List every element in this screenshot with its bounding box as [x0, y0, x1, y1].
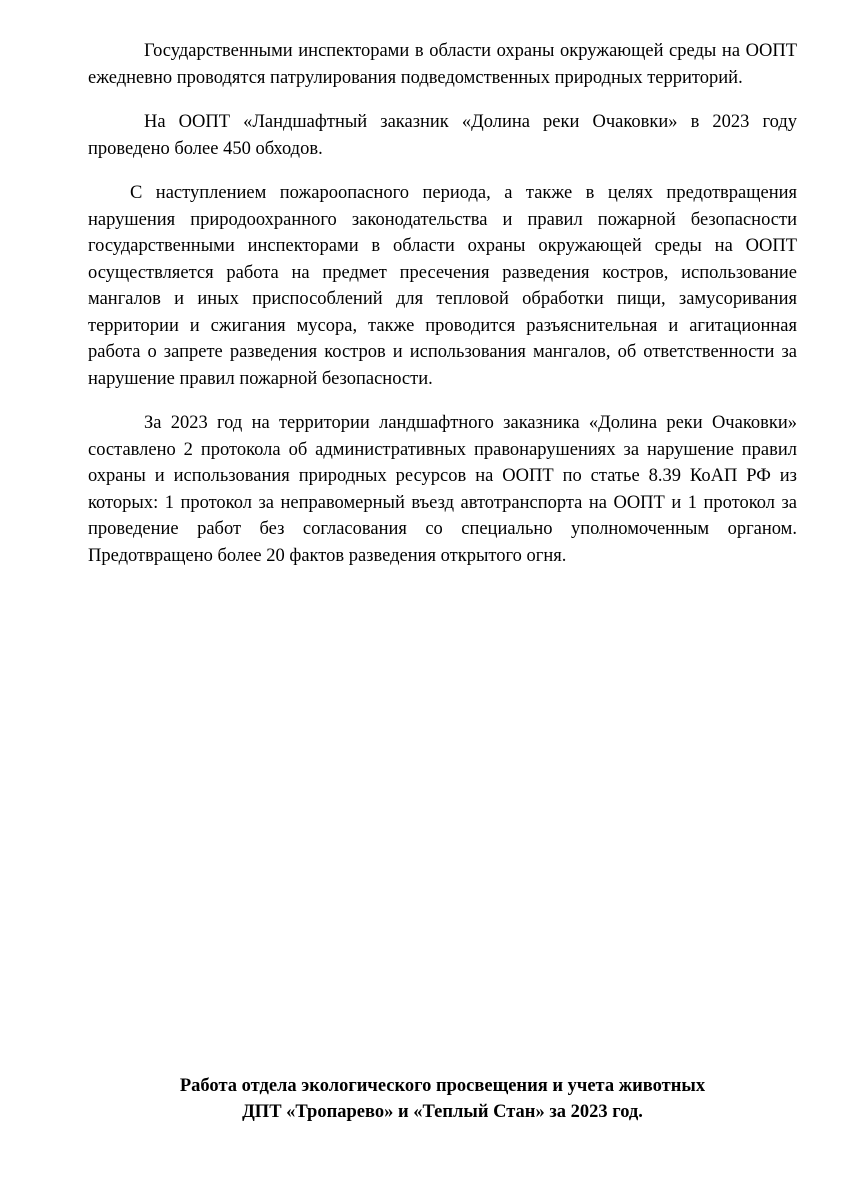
section-heading-line-1: Работа отдела экологического просвещения и учета животных — [179, 1076, 706, 1096]
paragraph-patrols: Государственными инспекторами в области охраны окружающей среды на ООПТ ежедневно проводятся патрулирования подведомственных природных территорий. — [88, 41, 797, 88]
section-heading-line-2: ДПТ «Тропарево» и «Теплый Стан» за 2023 год. — [242, 1102, 643, 1122]
body-text — [88, 38, 797, 569]
paragraph-protocols: За 2023 год на территории ландшафтного заказника «Долина реки Очаковки» составлено 2 протокола об административных правонарушениях за нарушение правил охраны и использования природных ресурсов на ООПТ по статье 8.39 КоАП РФ из которых: 1 протокол за неправомерный въезд автотранспорта на ООПТ и 1 протокол за проведение работ без согласования со специально уполномоченным органом. Предотвращено более 20 фактов разведения открытого огня. — [88, 413, 797, 566]
paragraph-rounds: На ООПТ «Ландшафтный заказник «Долина реки Очаковки» в 2023 году проведено более 450 обходов. — [88, 112, 797, 159]
paragraph-fire-season: С наступлением пожароопасного периода, а также в целях предотвращения нарушения природоохранного законодательства и правил пожарной безопасности государственными инспекторами в области охраны окружающей среды на ООПТ осуществляется работа на предмет пресечения разведения костров, использование мангалов и иных приспособлений для тепловой обработки пищи, замусоривания территории и сжигания мусора, также проводится разъяснительная и агитационная работа о запрете разведения костров и использования мангалов, об ответственности за нарушение правил пожарной безопасности. — [88, 183, 797, 389]
section-heading — [88, 1073, 797, 1125]
